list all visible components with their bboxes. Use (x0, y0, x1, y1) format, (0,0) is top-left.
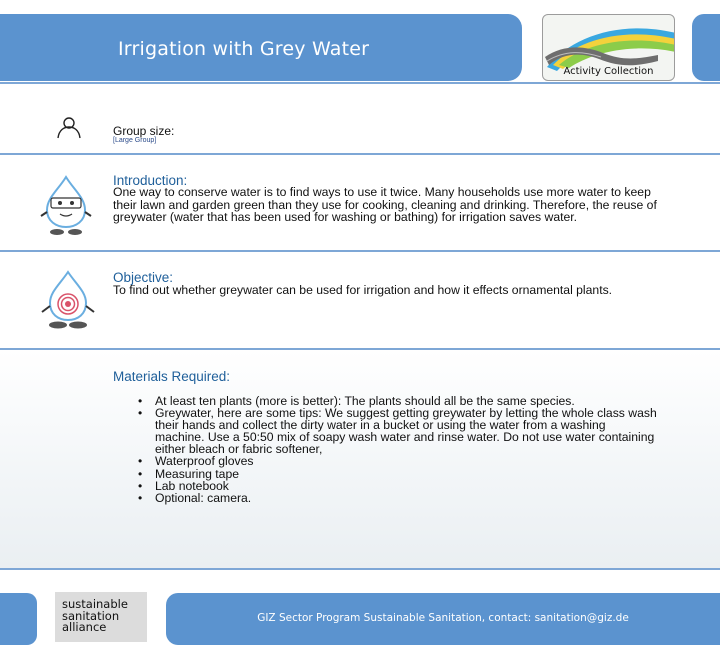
introduction-title: Introduction: (113, 173, 188, 188)
person-outline-icon (55, 116, 83, 140)
introduction-body: One way to conserve water is to find ways to use it twice. Many households use more water to keep their lawn and garden green than they use for cooking, cleaning and drinking. Therefore, the reuse of greywater (water that has been used for washing or bathing) for irrigation saves water. (113, 185, 657, 225)
list-item: • Measuring tape (138, 468, 658, 480)
materials-title: Materials Required: (113, 369, 231, 384)
list-item: • Waterproof gloves (138, 455, 658, 467)
divider (0, 250, 720, 252)
objective-body: To find out whether greywater can be used for irrigation and how it effects ornamental plants. (113, 283, 613, 297)
list-item: • Lab notebook (138, 480, 658, 492)
logo-line: alliance (62, 620, 107, 634)
footer-contact-text: GIZ Sector Program Sustainable Sanitation, contact: sanitation@giz.de (257, 612, 629, 624)
logo-line: sanitation (62, 608, 120, 623)
divider (0, 568, 720, 570)
objective-title: Objective: (113, 270, 174, 285)
water-drop-mascot-icon (38, 174, 94, 236)
materials-list (138, 395, 658, 504)
list-item: • Greywater, here are some tips: We suggest getting greywater by letting the whole class wash their hands and collect the dirty water in a bucket or using the water from a washing machine. Use a 50:50 mix of soapy wash water and rinse water. Do not use water containing either bleach or fabric softener, (138, 407, 658, 455)
list-item: • Optional: camera. (138, 492, 658, 504)
header-right-band (692, 14, 720, 81)
divider (0, 153, 720, 155)
group-size-value: [Large Group] (113, 137, 157, 144)
group-size-label: Group size: (113, 124, 175, 138)
water-drop-target-mascot-icon (38, 270, 98, 330)
list-item: • At least ten plants (more is better): The plants should all be the same species. (138, 395, 658, 407)
badge-label: Activity Collection (563, 66, 654, 77)
logo-line: sustainable (62, 597, 128, 611)
divider (0, 82, 720, 84)
footer-left-band (0, 593, 37, 645)
sustainable-sanitation-alliance-logo (55, 592, 147, 642)
footer-band (166, 593, 720, 645)
activity-collection-badge (542, 14, 675, 81)
page-title: Irrigation with Grey Water (118, 38, 370, 60)
